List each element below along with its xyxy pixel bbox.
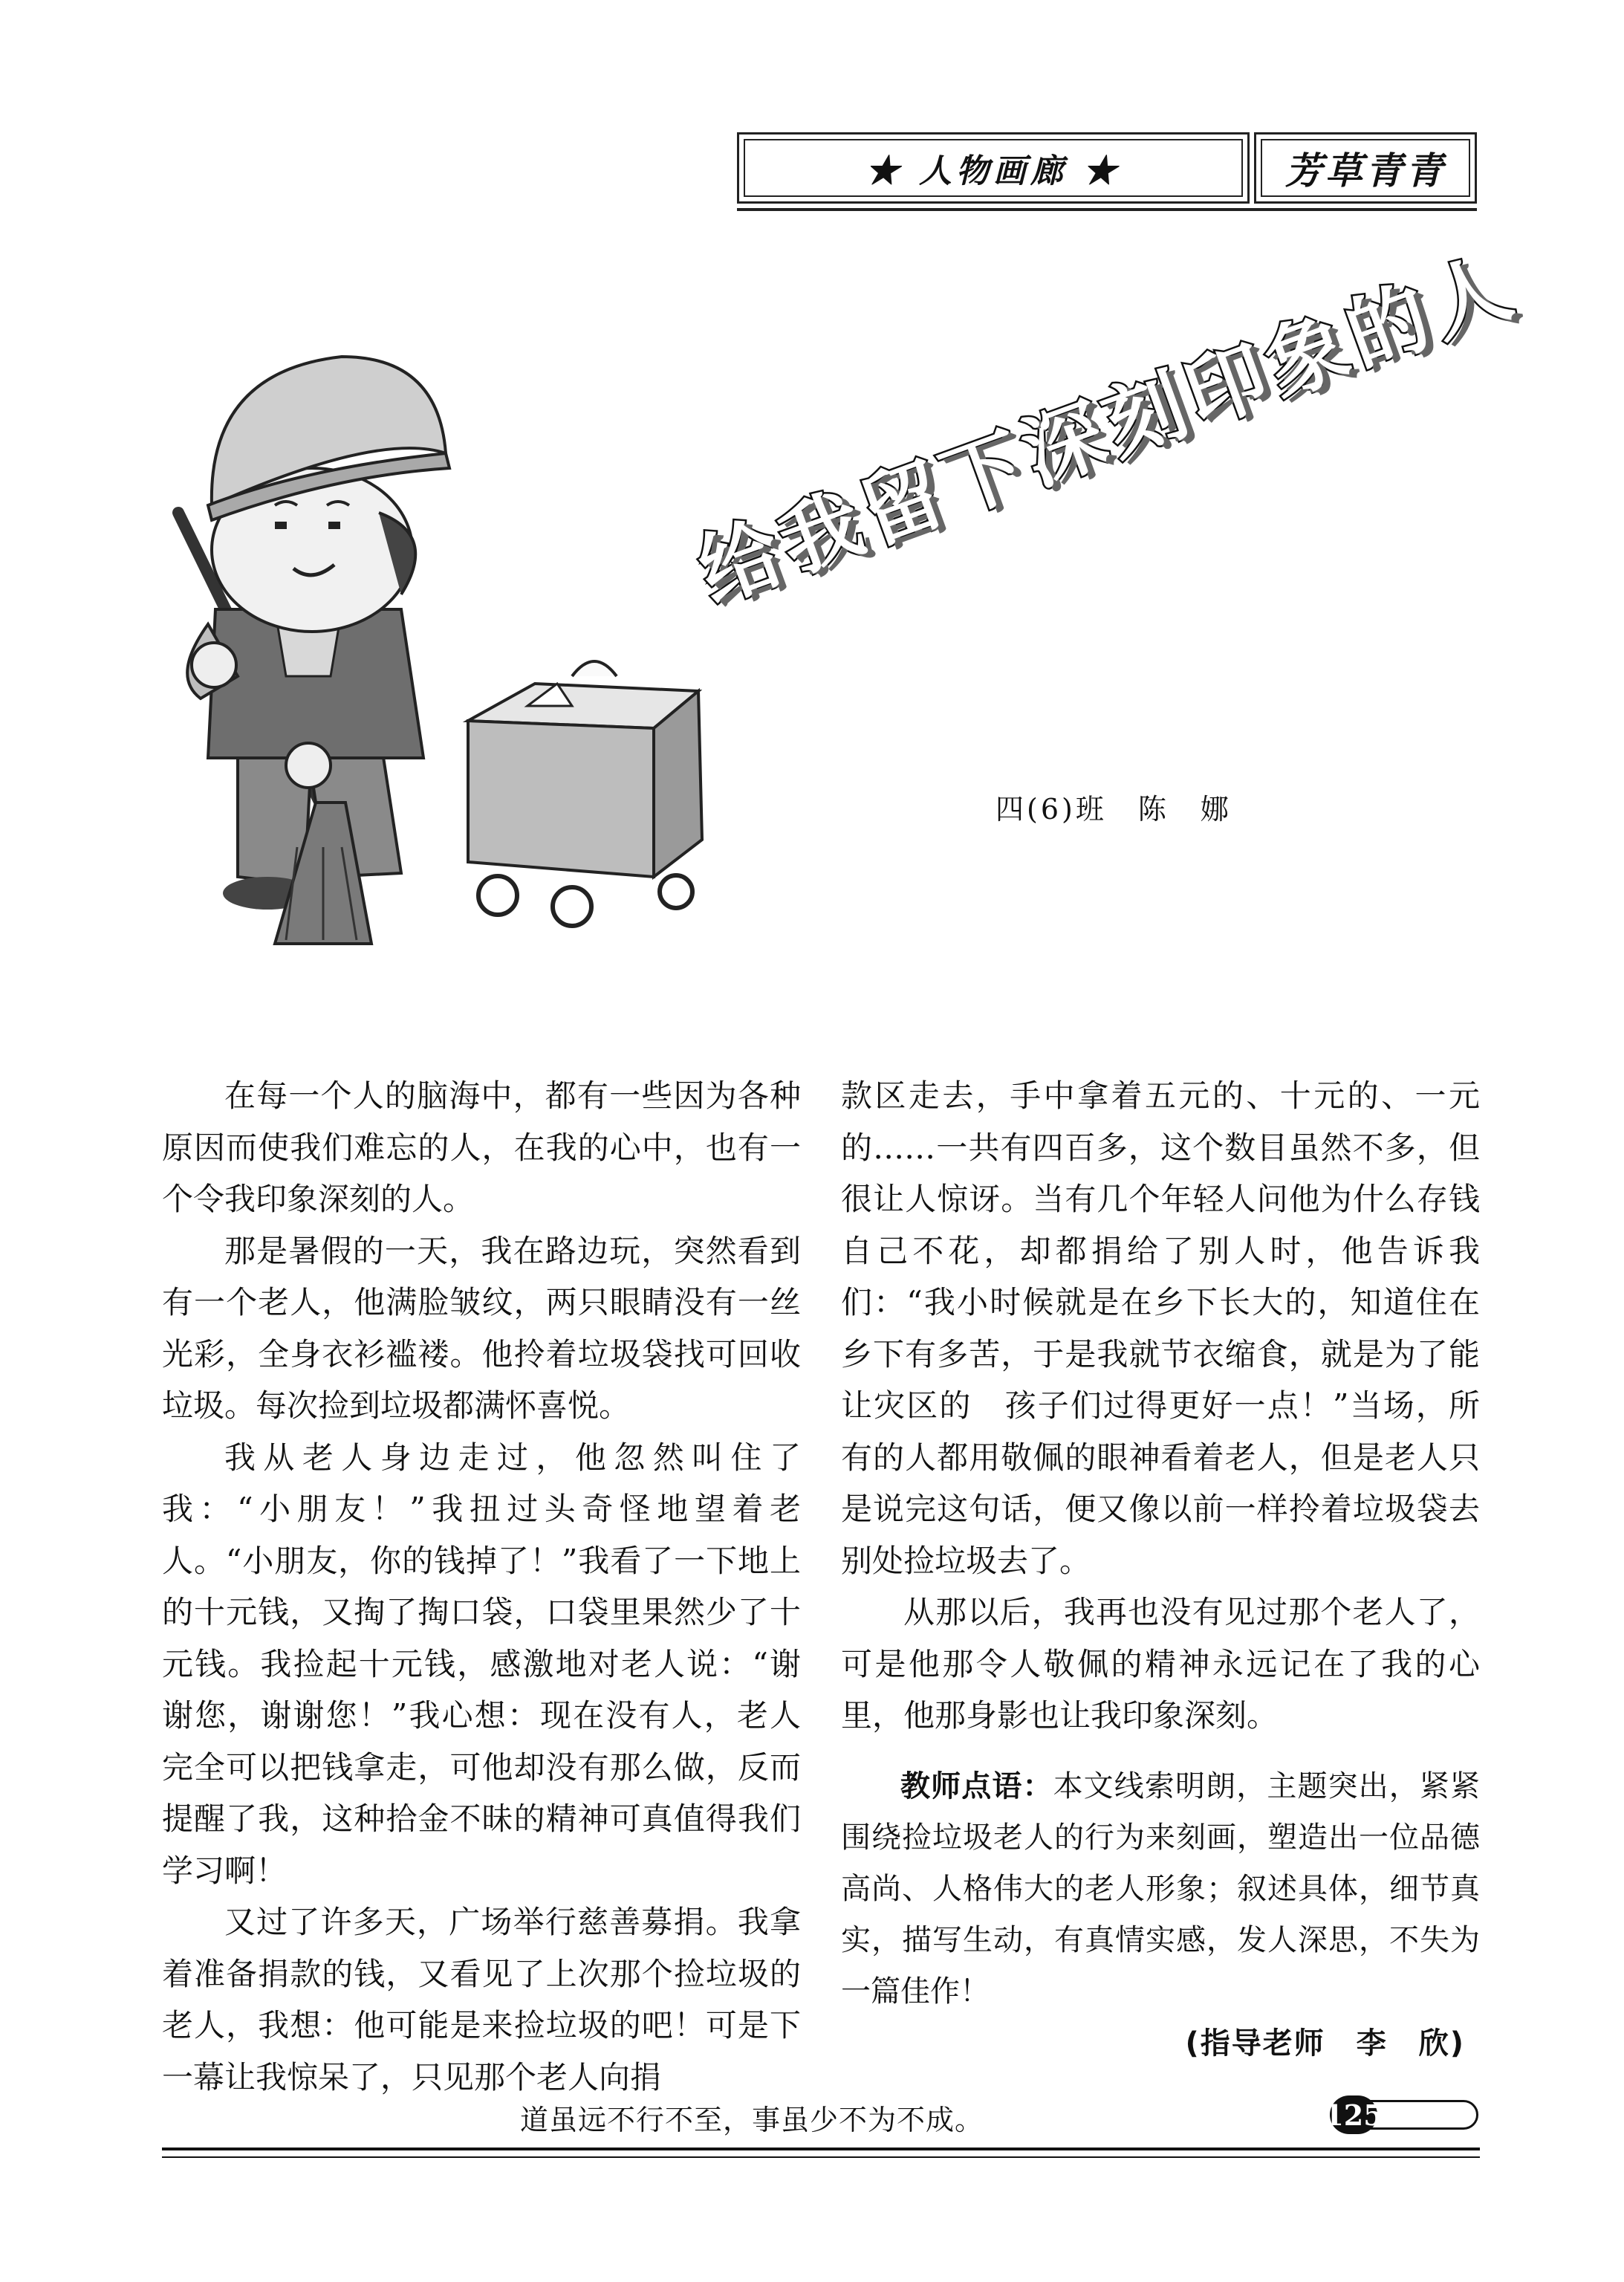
column-label: 芳草青青 xyxy=(1261,139,1470,197)
mentor-credit: (指导老师 李 欣) xyxy=(1185,2026,1465,2061)
comment-label: 教师点语： xyxy=(900,1769,1053,1803)
column-header-box xyxy=(1254,132,1477,204)
footer-motto: 道虽远不行不至，事虽少不为不成。 xyxy=(520,2104,984,2136)
section-header-box xyxy=(737,132,1250,204)
sweeper-boy-illustration xyxy=(156,327,735,951)
teacher-comment xyxy=(841,1761,1480,2017)
paragraph: 我从老人身边走过，他忽然叫住了我：“小朋友！”我扭过头奇怪地望着老人。“小朋友，你的钱掉了！”我看了一下地上的十元钱，又掏了掏口袋，口袋里果然少了十元钱。我捡起十元钱，感激地对老人说：“谢谢您，谢谢您！”我心想：现在没有人，老人完全可以把钱拿走，可他却没有那么做，反而提醒了我，这种拾金不昧的精神可真值得我们学习啊！ xyxy=(162,1439,801,1889)
right-column xyxy=(841,1070,1480,1742)
paragraph: 那是暑假的一天，我在路边玩，突然看到有一个老人，他满脸皱纹，两只眼睛没有一丝光彩，全身衣衫褴褛。他拎着垃圾袋找可回收垃圾。每次捡到垃圾都满怀喜悦。 xyxy=(162,1232,801,1424)
paragraph: 从那以后，我再也没有见过那个老人了，可是他那令人敬佩的精神永远记在了我的心里，他那身影也让我印象深刻。 xyxy=(841,1594,1480,1734)
page-number: 125 xyxy=(1330,2095,1377,2134)
article-author: 四(6)班 陈 娜 xyxy=(995,793,1232,826)
paragraph: 在每一个人的脑海中，都有一些因为各种原因而使我们难忘的人，在我的心中，也有一个令我印象深刻的人。 xyxy=(162,1077,801,1217)
section-label: ★ 人物画廊 ★ xyxy=(744,139,1243,197)
page-number-badge xyxy=(1324,2095,1478,2134)
paragraph-continued: 款区走去，手中拿着五元的、十元的、一元的……一共有四百多，这个数目虽然不多，但很让人惊讶。当有几个年轻人问他为什么存钱自己不花，却都捐给了别人时，他告诉我们：“我小时候就是在乡下长大的，知道住在乡下有多苦，于是我就节衣缩食，就是为了能让灾区的 孩子们过得更好一点！”当场，所有的人都用敬佩的眼神看着老人，但是老人只是说完这句话，便又像以前一样拎着垃圾袋去别处捡垃圾去了。 xyxy=(841,1077,1480,1579)
header-rule xyxy=(737,208,1477,211)
left-column xyxy=(162,1070,801,2103)
paragraph: 又过了许多天，广场举行慈善募捐。我拿着准备捐款的钱，又看见了上次那个捡垃圾的老人，我想：他可能是来捡垃圾的吧！可是下一幕让我惊呆了，只见那个老人向捐 xyxy=(162,1904,801,2095)
article-title: 给我留下深刻印象的人 xyxy=(686,238,1529,621)
footer-rule-thick xyxy=(162,2148,1480,2150)
footer-rule-thin xyxy=(162,2156,1480,2158)
comment-text: 本文线索明朗，主题突出，紧紧围绕捡垃圾老人的行为来刻画，塑造出一位品德高尚、人格伟大的老人形象；叙述具体，细节真实，描写生动，有真情实感，发人深思，不失为一篇佳作！ xyxy=(841,1769,1481,2009)
